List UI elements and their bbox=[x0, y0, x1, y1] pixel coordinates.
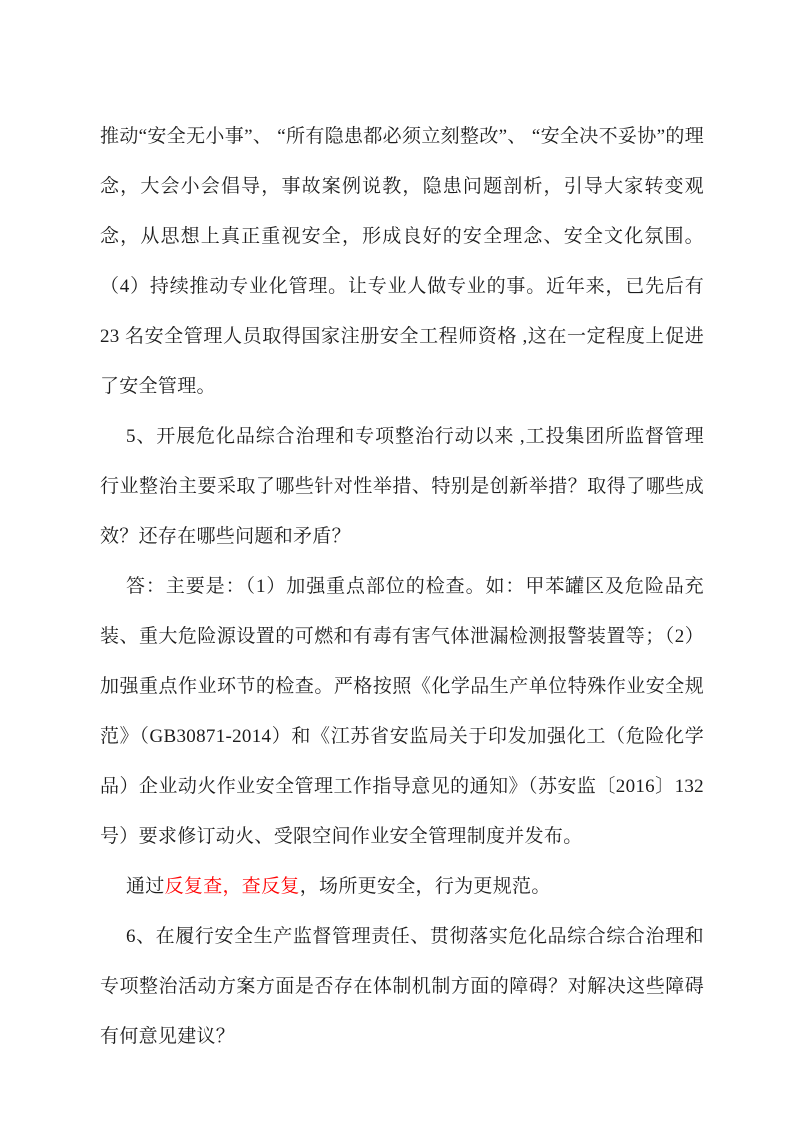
highlighted-text-run: 反复查，查反复 bbox=[164, 876, 300, 897]
paragraph-safety-culture-continuation bbox=[100, 112, 704, 412]
text-run: 5、开展危化品综合治理和专项整治行动以来 ,工投集团所监督管理行业整治主要采取了哪些针对性举措、特别是创新举措？取得了哪些成效？还存在哪些问题和矛盾？ bbox=[100, 426, 704, 547]
text-run: 推动“安全无小事”、 “所有隐患都必须立刻整改”、 “安全决不妥协”的理念，大会小会倡导，事故案例说教，隐患问题剖析，引导大家转变观念，从思想上真正重视安全，形成良好的安全理念、安全文化氛围。（4）持续推动专业化管理。让专业人做专业的事。近年来，已先后有 23 名安全管理人员取得国家注册安全工程师资格 ,这在一定程度上促进了安全管理。 bbox=[100, 126, 704, 397]
text-run: 答：主要是：（1）加强重点部位的检查。如：甲苯罐区及危险品充装、重大危险源设置的可燃和有毒有害气体泄漏检测报警装置等；（2）加强重点作业环节的检查。严格按照《化学品生产单位特殊作业安全规范》（GB30871-2014）和《江苏省安监局关于印发加强化工（危险化学品）企业动火作业安全管理工作指导意见的通知》（苏安监〔2016〕132 号）要求修订动火、受限空间作业安全管理制度并发布。 bbox=[100, 576, 704, 847]
question-5 bbox=[100, 412, 704, 562]
summary-highlight-sentence bbox=[100, 862, 704, 912]
document-body bbox=[100, 112, 704, 1062]
text-run: 通过 bbox=[126, 876, 165, 897]
answer-5 bbox=[100, 562, 704, 862]
text-run: 6、在履行安全生产监督管理责任、贯彻落实危化品综合综合治理和专项整治活动方案方面是否存在体制机制方面的障碍？对解决这些障碍有何意见建议？ bbox=[100, 926, 704, 1047]
text-run: ，场所更安全，行为更规范。 bbox=[299, 876, 551, 897]
question-6 bbox=[100, 912, 704, 1062]
